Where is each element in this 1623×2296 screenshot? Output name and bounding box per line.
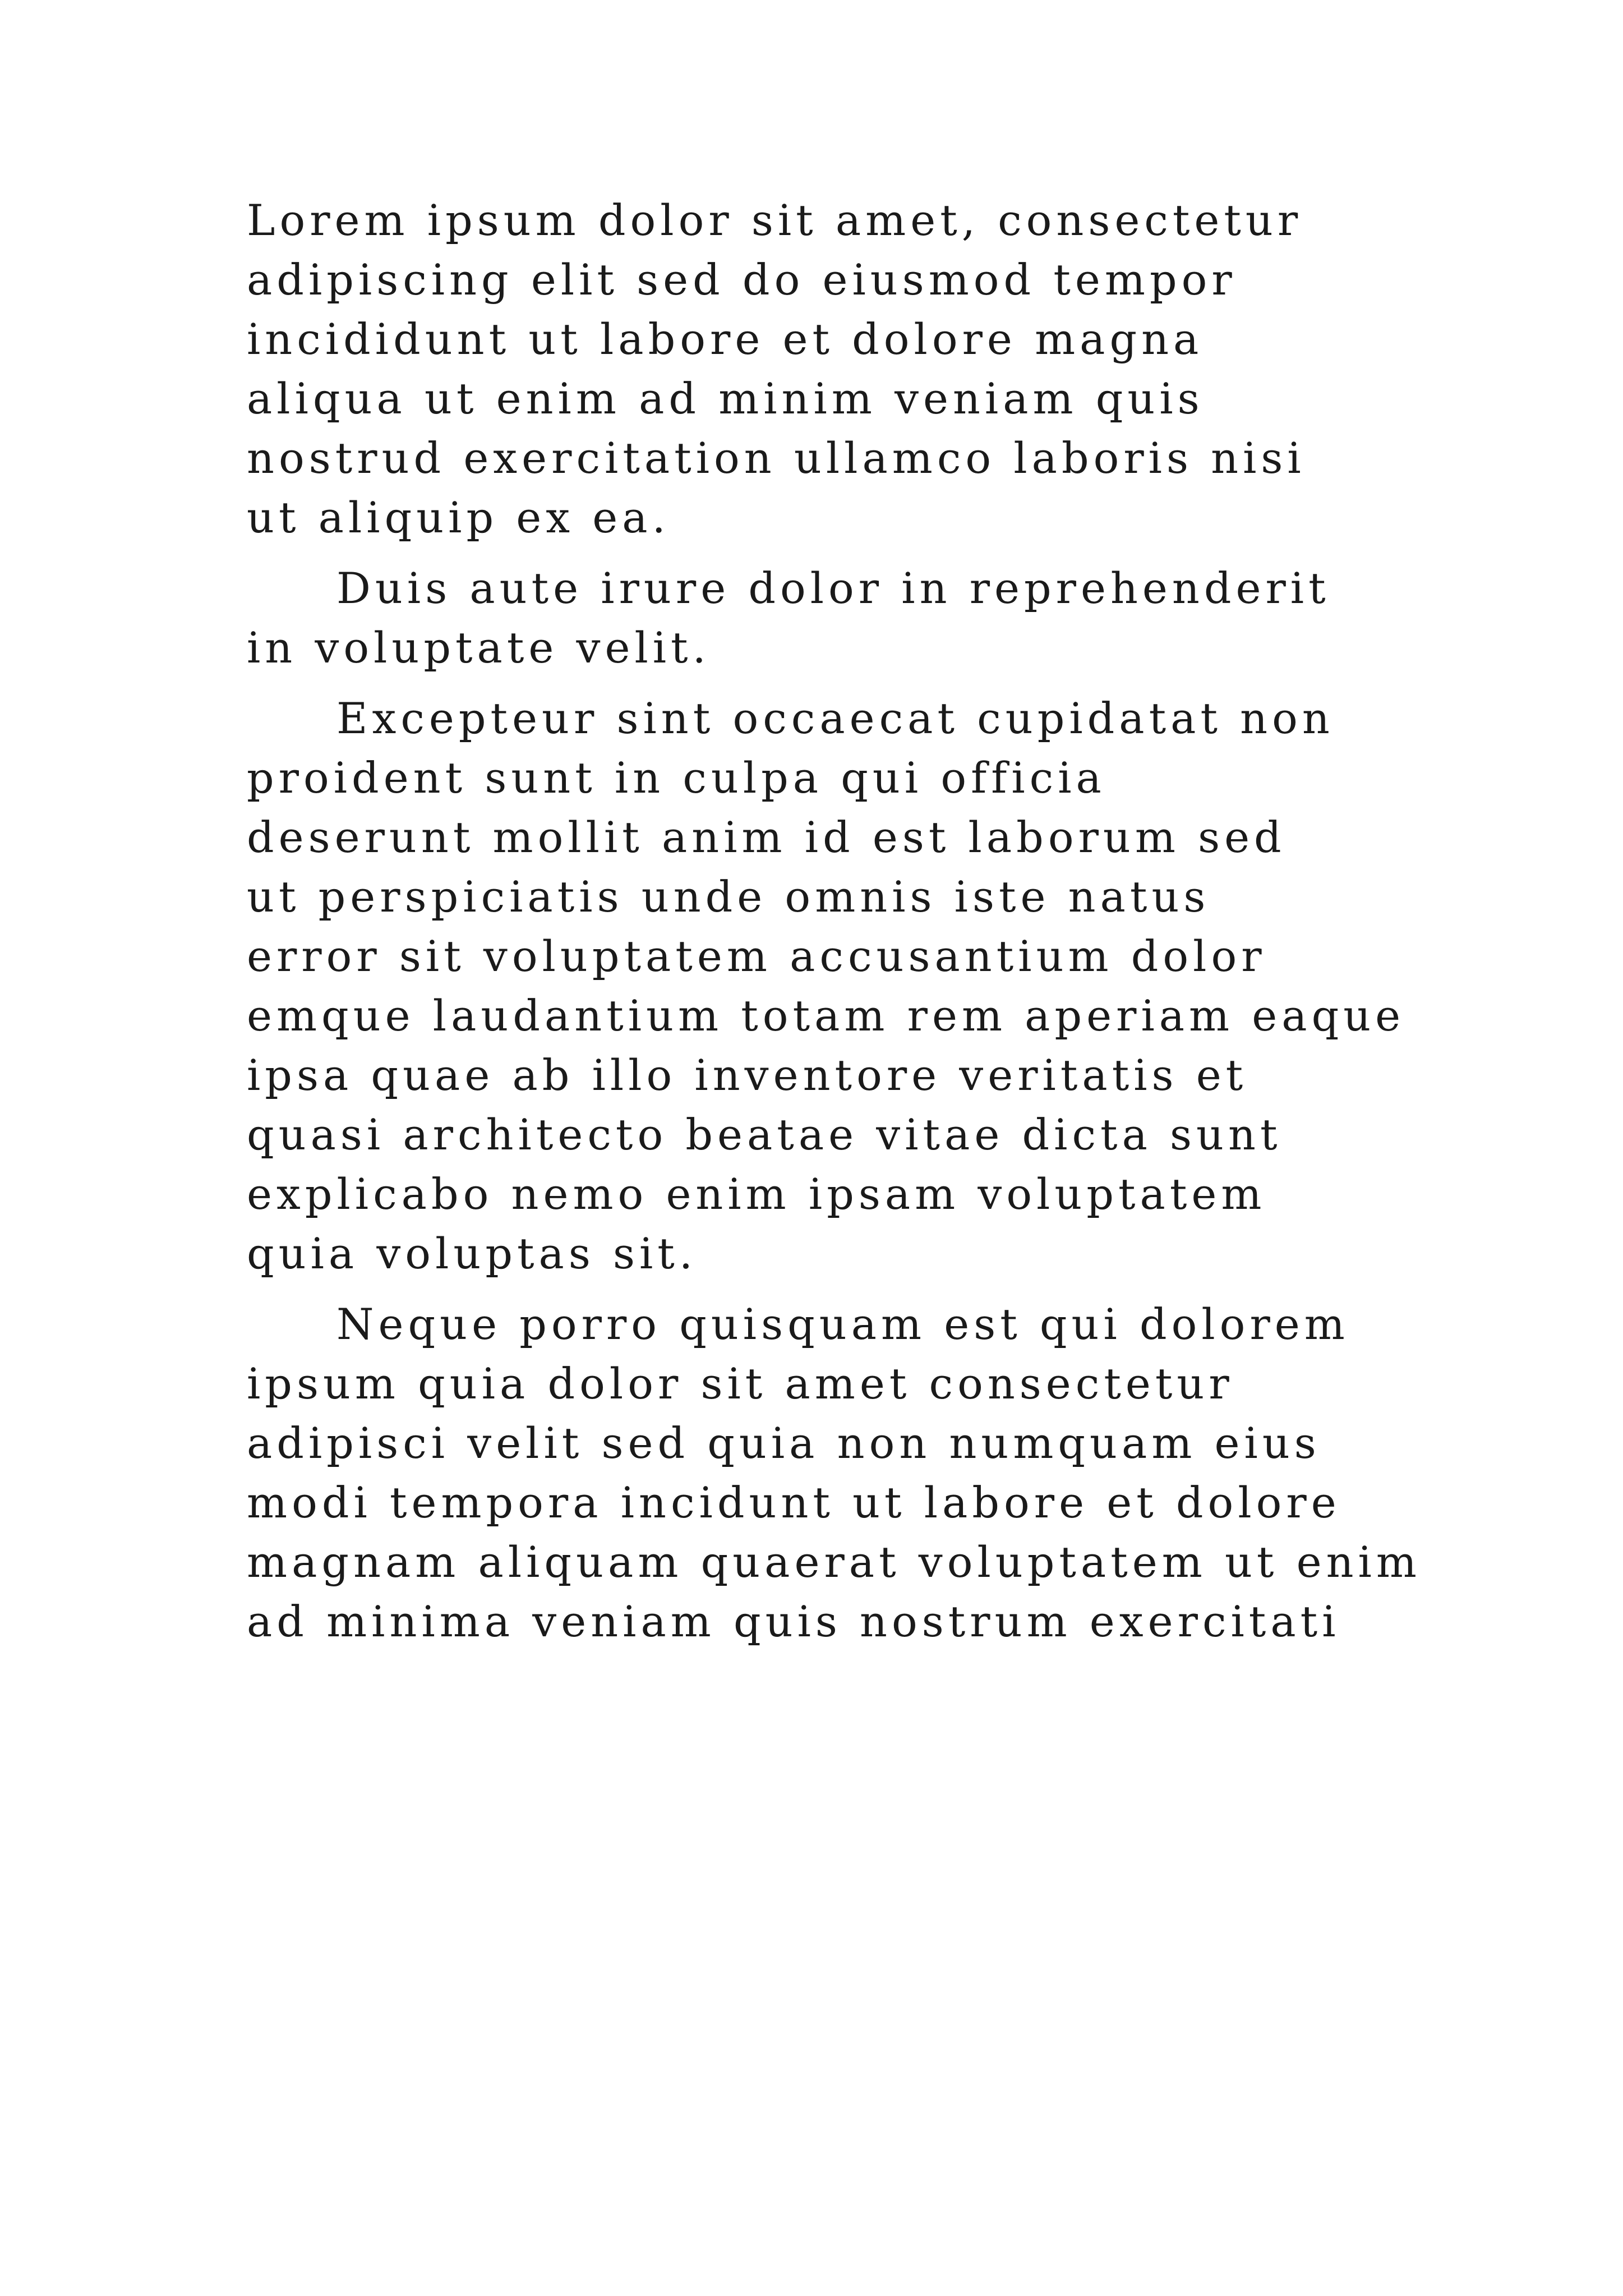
text-line: Neque porro quisquam est qui dolorem xyxy=(336,1299,1349,1349)
text-line: Excepteur sint occaecat cupidatat non xyxy=(336,693,1334,743)
text-line: nostrud exercitation ullamco laboris nisi xyxy=(247,433,1306,483)
text-line: adipisci velit sed quia non numquam eius xyxy=(247,1418,1321,1468)
text-line: quia voluptas sit. xyxy=(247,1228,697,1278)
text-line: explicabo nemo enim ipsam voluptatem xyxy=(247,1169,1266,1219)
text-line: magnam aliquam quaerat voluptatem ut enim xyxy=(247,1537,1421,1587)
text-line: proident sunt in culpa qui officia xyxy=(247,753,1106,803)
text-line: incididunt ut labore et dolore magna xyxy=(247,314,1204,364)
text-line: modi tempora incidunt ut labore et dolore xyxy=(247,1478,1341,1527)
text-line: emque laudantium totam rem aperiam eaque xyxy=(247,991,1405,1041)
paragraph-3 xyxy=(247,689,1405,1283)
text-line: ad minima veniam quis nostrum exercitati xyxy=(247,1596,1340,1646)
text-line: ut perspiciatis unde omnis iste natus xyxy=(247,872,1210,922)
text-line: adipiscing elit sed do eiusmod tempor xyxy=(247,255,1237,305)
text-line: Duis aute irure dolor in reprehenderit xyxy=(336,563,1330,613)
text-line: in voluptate velit. xyxy=(247,623,711,673)
text-line: Lorem ipsum dolor sit amet, consectetur xyxy=(247,195,1303,245)
paragraph-2 xyxy=(247,559,1380,678)
text-line: deserunt mollit anim id est laborum sed xyxy=(247,812,1286,862)
body-text xyxy=(247,191,1421,1651)
text-line: error sit voluptatem accusantium dolor xyxy=(247,931,1266,981)
paragraph-1 xyxy=(247,191,1380,547)
text-line: aliqua ut enim ad minim veniam quis xyxy=(247,374,1204,424)
text-line: quasi architecto beatae vitae dicta sunt xyxy=(247,1110,1282,1159)
paragraph-4 xyxy=(247,1295,1421,1651)
text-line: ipsum quia dolor sit amet consectetur xyxy=(247,1359,1234,1409)
text-line: ipsa quae ab illo inventore veritatis et xyxy=(247,1050,1248,1100)
text-line: ut aliquip ex ea. xyxy=(247,493,670,542)
